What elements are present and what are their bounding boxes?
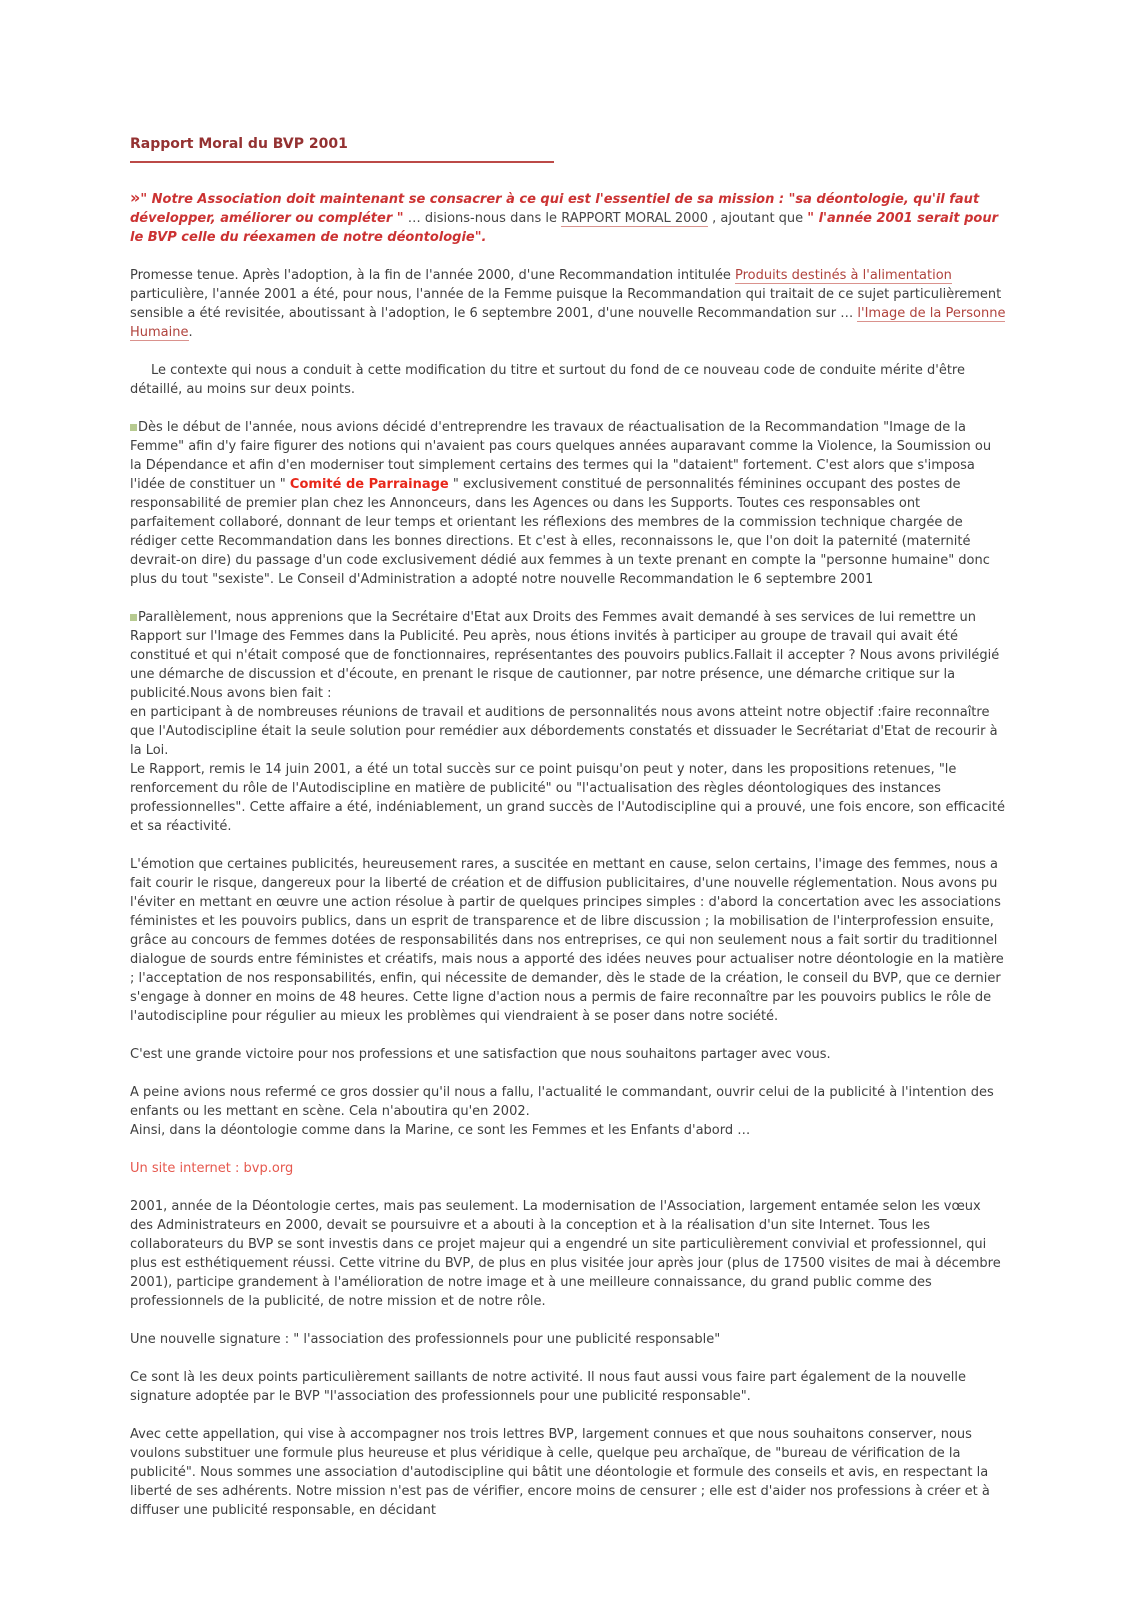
paragraph-contexte: Le contexte qui nous a conduit à cette modification du titre et surtout du fond de ce nouveau code de conduite mérite d'être détaillé, au moins sur deux points. (130, 363, 965, 397)
paragraph-enfants (130, 1083, 1006, 1140)
text-segment: Ainsi, dans la déontologie comme dans la Marine, ce sont les Femmes et les Enfants d'abord … (130, 1123, 751, 1138)
text-segment: en participant à de nombreuses réunions de travail et auditions de personnalités nous avons atteint notre objectif :faire reconnaître que l'Autodiscipline était la seule solution pour remédier aux débordements constatés et dissuader le Secrétariat d'Etat de recourir à la Loi. (130, 705, 998, 758)
text-segment: Le Rapport, remis le 14 juin 2001, a été un total succès sur ce point puisqu'on peut y noter, dans les propositions retenues, "le renforcement du rôle de l'Autodiscipline en matière de publicité" ou "l'actualisation des règles déontologiques des instances professionnelles". Cette affaire a été, indéniablement, un grand succès de l'Autodiscipline qui a prouvé, une fois encore, son efficacité et sa réactivité. (130, 762, 1005, 834)
double-chevron-icon: » (130, 188, 139, 207)
text-segment: Parallèlement, nous apprenions que la Secrétaire d'Etat aux Droits des Femmes avait demandé à ses services de lui remettre un Rapport sur l'Image des Femmes dans la Publicité. Peu après, nous étions invités à participer au groupe de travail qui avait été constitué et qui n'était composé que de fonctionnaires, représentantes des pouvoirs publics.Fallait il accepter ? Nous avons privilégié une démarche de discussion et d'écoute, en prenant le risque de cautionner, par notre présence, une démarche critique sur la publicité.Nous avons bien fait : (130, 610, 1000, 701)
image-personne-humaine-link[interactable]: l'Image de la Personne Humaine (130, 306, 1006, 340)
rapport-moral-2000-link[interactable]: RAPPORT MORAL 2000 (561, 211, 708, 226)
paragraph-victoire: C'est une grande victoire pour nos professions et une satisfaction que nous souhaitons partager avec vous. (130, 1047, 831, 1062)
quote-lead: " Notre Association doit maintenant se consacrer à ce qui est l'essentiel de sa mission : "sa déontologie, qu'il faut développer, améliorer ou compléter " (130, 192, 980, 226)
text-segment: particulière, l'année 2001 a été, pour nous, l'année de la Femme puisque la Recommandation qui traitait de ce sujet particulièrement sensible a été revisitée, aboutissant à l'adoption, le 6 septembre 2001, d'une nouvelle Recommandation sur … (130, 287, 1002, 321)
paragraph-parallelement (130, 608, 1006, 836)
paragraph-promesse (130, 266, 1006, 342)
paragraph-points-saillants: Ce sont là les deux points particulièrement saillants de notre activité. Il nous faut aussi vous faire part également de la nouvelle signature adoptée par le BVP "l'association des professionnels pour une publicité responsable". (130, 1370, 966, 1404)
quote-mid: … disions-nous dans le (403, 211, 562, 226)
paragraph-emotion: L'émotion que certaines publicités, heureusement rares, a suscitée en mettant en cause, selon certains, l'image des femmes, nous a fait courir le risque, dangereux pour la liberté de création et de diffusion publicitaires, d'une nouvelle réglementation. Nous avons pu l'éviter en mettant en œuvre une action résolue à partir de quelques principes simples : d'abord la concertation avec les associations féministes et les pouvoirs publics, dans un esprit de transparence et de libre discussion ; la mobilisation de l'interprofession ensuite, grâce au concours de femmes dotées de responsabilités dans nos entreprises, ce qui non seulement nous a fait sortir du traditionnel dialogue de sourds entre féministes et créatifs, mais nous a apporté des idées neuves pour actualiser notre déontologie en la matière ; l'acceptation de nos responsabilités, enfin, qui nécessite de demander, dès le stade de la création, le conseil du BVP, que ce dernier s'engage à donner en moins de 48 heures. Cette ligne d'action nous a permis de faire reconnaître par les pouvoirs publics le rôle de l'autodiscipline pour régulier au mieux les problèmes qui viendraient à se poser dans notre société. (130, 857, 1004, 1024)
square-bullet-icon (130, 614, 137, 621)
text-segment: " exclusivement constitué de personnalités féminines occupant des postes de responsabilité de premier plan chez les Annonceurs, dans les Agences ou dans les Supports. Toutes ces responsables ont parfaitement collaboré, donnant de leur temps et orientant les réflexions des membres de la commission technique chargée de rédiger cette Recommandation dans les bonnes directions. Et c'est à elles, reconnaissons le, que l'on doit la paternité (maternité devrait-on dire) du passage d'un code exclusivement dédié aux femmes à un texte prenant en compte la "personne humaine" donc plus du tout "sexiste". Le Conseil d'Administration a adopté notre nouvelle Recommandation le 6 septembre 2001 (130, 477, 990, 587)
text-segment: Promesse tenue. Après l'adoption, à la fin de l'année 2000, d'une Recommandation intitulée (130, 268, 735, 283)
title-rule (130, 161, 554, 163)
quote-mid2: , ajoutant que (707, 211, 808, 226)
paragraph-debut-annee (130, 418, 1006, 589)
paragraph-signature: Une nouvelle signature : " l'association des professionnels pour une publicité responsable" (130, 1332, 721, 1347)
paragraph-site: 2001, année de la Déontologie certes, mais pas seulement. La modernisation de l'Association, largement entamée selon les vœux des Administrateurs en 2000, devait se poursuivre et a abouti à la conception et à la réalisation d'un site Internet. Tous les collaborateurs du BVP se sont investis dans ce projet majeur qui a engendré un site particulièrement convivial et professionnel, qui plus est esthétiquement réussi. Cette vitrine du BVP, de plus en plus visitée jour après jour (plus de 17500 visites de mai à décembre 2001), participe grandement à l'amélioration de notre image et à une meilleure connaissance, du grand public comme des professionnels de la publicité, de notre mission et de notre rôle. (130, 1199, 1001, 1309)
text-segment: . (188, 325, 193, 340)
square-bullet-icon (130, 424, 137, 431)
quote-tail: " l'année 2001 serait pour le BVP celle du réexamen de notre déontologie". (130, 211, 999, 245)
produits-alimentation-link[interactable]: Produits destinés à l'alimentation (734, 268, 952, 283)
text-segment: A peine avions nous refermé ce gros dossier qu'il nous a fallu, l'actualité le commandant, ouvrir celui de la publicité à l'intention des enfants ou les mettant en scène. Cela n'aboutira qu'en 2002. (130, 1085, 994, 1119)
text-segment: Dès le début de l'année, nous avions décidé d'entreprendre les travaux de réactualisation de la Recommandation "Image de la Femme" afin d'y faire figurer des notions qui n'avaient pas cours quelques années auparavant comme la Violence, la Soumission ou la Dépendance et afin d'en moderniser tout simplement certains des termes qui la "dataient" fortement. C'est alors que s'imposa l'idée de constituer un " (130, 420, 992, 492)
paragraph-appellation: Avec cette appellation, qui vise à accompagner nos trois lettres BVP, largement connues et que nous souhaitons conserver, nous voulons substituer une formule plus heureuse et plus véridique à celle, quelque peu archaïque, de "bureau de vérification de la publicité". Nous sommes une association d'autodiscipline qui bâtit une déontologie et formule des conseils et avis, en respectant la liberté de ses adhérents. Notre mission n'est pas de vérifier, encore moins de censurer ; elle est d'aider nos professions à créer et à diffuser une publicité responsable, en décidant (130, 1427, 990, 1518)
opening-quote (130, 188, 1006, 247)
site-internet-heading: Un site internet : bvp.org (130, 1161, 294, 1176)
page-title: Rapport Moral du BVP 2001 (130, 136, 348, 152)
comite-parrainage-highlight: Comité de Parrainage (289, 477, 449, 492)
document-page (130, 0, 1006, 1520)
